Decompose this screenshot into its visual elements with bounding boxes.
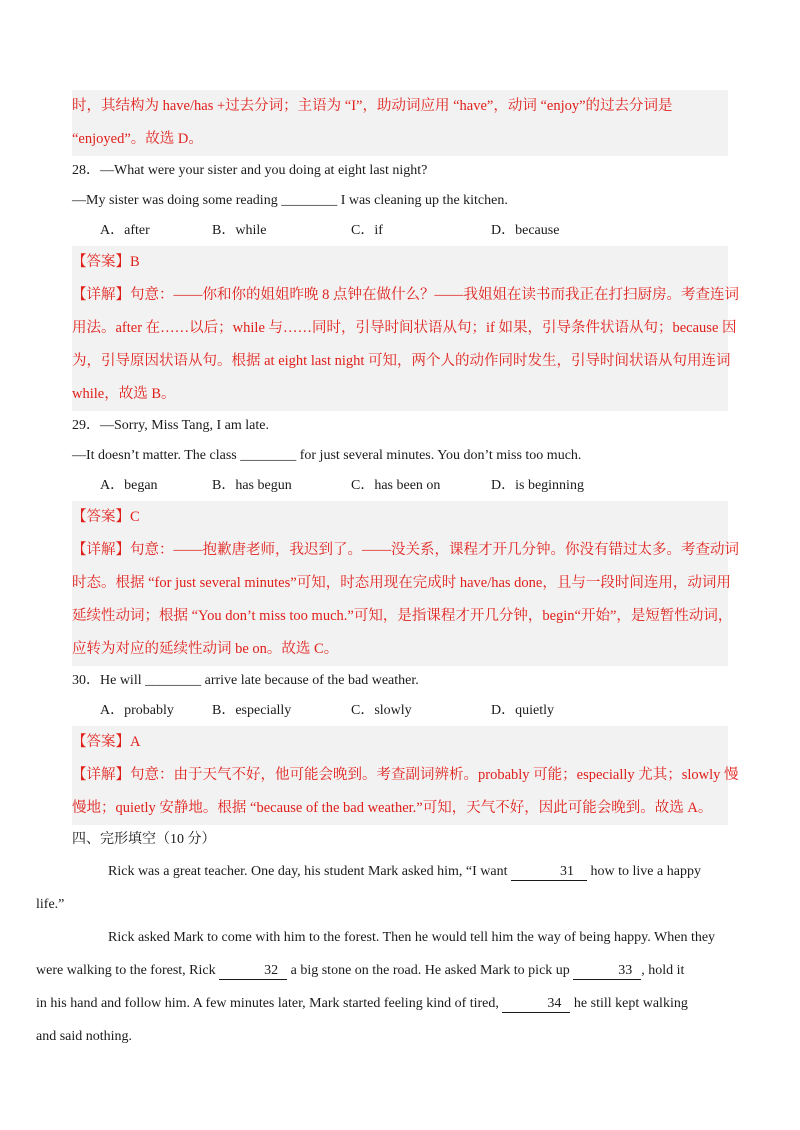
- cloze-paragraph-1: [36, 855, 728, 921]
- option-d: D．is beginning: [491, 478, 584, 493]
- option-b: B．has begun: [212, 478, 292, 493]
- explanation-line: 用法。after 在……以后；while 与……同时，引导时间状语从句；if 如果，引导条件状语从句；because 因: [72, 320, 737, 336]
- explanation-line: 【详解】句意：——你和你的姐姐昨晚 8 点钟在做什么？——我姐姐在读书而我正在打扫厨房。考查连词: [72, 287, 739, 303]
- explanation-line: 时，其结构为 have/has +过去分词；主语为 “I”，助动词应用 “have”，动词 “enjoy”的过去分词是: [72, 98, 673, 114]
- answer-label: 【答案】B: [72, 254, 140, 270]
- option-c: C．slowly: [351, 703, 412, 718]
- paragraph-text: Rick asked Mark to come with him to the forest. Then he would tell him the way of being happy. When they: [108, 930, 716, 945]
- question-stem: 30．He will ________ arrive late because of the bad weather.: [72, 673, 419, 688]
- option-b: B．especially: [212, 703, 292, 718]
- options-row: [72, 471, 728, 501]
- explanation-line: while，故选 B。: [72, 386, 176, 402]
- answer-explanation: [72, 726, 739, 825]
- answer-label: 【答案】C: [72, 509, 140, 525]
- cloze-paragraph-2: [36, 921, 728, 1053]
- paragraph-text: life.”: [36, 897, 65, 912]
- answer-explanation: [72, 501, 739, 666]
- section-title: 四、完形填空（10 分）: [72, 832, 216, 847]
- explanation-line: 为，引导原因状语从句。根据 at eight last night 可知，两个人的动作同时发生，引导时间状语从句用连词: [72, 353, 731, 369]
- explanation-line: 【详解】句意：——抱歉唐老师，我迟到了。——没关系，课程才开几分钟。你没有错过太多。考查动词: [72, 542, 739, 558]
- blank-34: 34: [502, 996, 570, 1013]
- answer-label: 【答案】A: [72, 734, 141, 750]
- question-stem-reply: —It doesn’t matter. The class ________ for just several minutes. You don’t miss too much.: [72, 448, 582, 463]
- paragraph-text: how to live a happy: [587, 864, 701, 879]
- options-row: [72, 216, 728, 246]
- blank-31: 31: [511, 864, 587, 881]
- option-b: B．while: [212, 223, 267, 238]
- explanation-line: 时态。根据 “for just several minutes”可知，时态用现在完成时 have/has done，且与一段时间连用，动词用: [72, 575, 731, 591]
- paragraph-text: and said nothing.: [36, 1029, 133, 1044]
- explanation-line: “enjoyed”。故选 D。: [72, 131, 203, 147]
- option-a: A．after: [100, 223, 150, 238]
- question-stem-reply: —My sister was doing some reading ________ I was cleaning up the kitchen.: [72, 193, 508, 208]
- explanation-line: 慢地；quietly 安静地。根据 “because of the bad weather.”可知，天气不好，因此可能会晚到。故选 A。: [72, 800, 713, 816]
- paragraph-text: a big stone on the road. He asked Mark to pick up: [287, 963, 574, 978]
- question-stem: 29．—Sorry, Miss Tang, I am late.: [72, 418, 269, 433]
- explanation-line: 应转为对应的延续性动词 be on。故选 C。: [72, 641, 339, 657]
- explanation-line: 【详解】句意：由于天气不好，他可能会晚到。考查副词辨析。probably 可能；especially 尤其；slowly 慢: [72, 767, 739, 783]
- option-a: A．probably: [100, 703, 174, 718]
- option-a: A．began: [100, 478, 158, 493]
- explanation-line: 延续性动词；根据 “You don’t miss too much.”可知，是指课程才开几分钟，begin“开始”，是短暂性动词，: [72, 608, 733, 624]
- option-d: D．because: [491, 223, 560, 238]
- question-29: [72, 411, 739, 666]
- option-c: C．if: [351, 223, 383, 238]
- question-28: [72, 156, 739, 411]
- paragraph-text: , hold it: [641, 963, 685, 978]
- paragraph-text: Rick was a great teacher. One day, his student Mark asked him, “I want: [108, 864, 512, 879]
- blank-32: 32: [219, 963, 287, 980]
- paragraph-text: in his hand and follow him. A few minutes later, Mark started feeling kind of tired,: [36, 996, 503, 1011]
- document-page: [36, 90, 739, 1053]
- paragraph-text: he still kept walking: [570, 996, 688, 1011]
- answer-explanation: [72, 246, 739, 411]
- option-d: D．quietly: [491, 703, 554, 718]
- blank-33: 33: [573, 963, 641, 980]
- option-c: C．has been on: [351, 478, 441, 493]
- options-row: [72, 696, 728, 726]
- paragraph-text: were walking to the forest, Rick: [36, 963, 220, 978]
- question-30: [72, 666, 739, 825]
- question-stem: 28．—What were your sister and you doing at eight last night?: [72, 163, 428, 178]
- carry-over-explanation: [72, 90, 728, 156]
